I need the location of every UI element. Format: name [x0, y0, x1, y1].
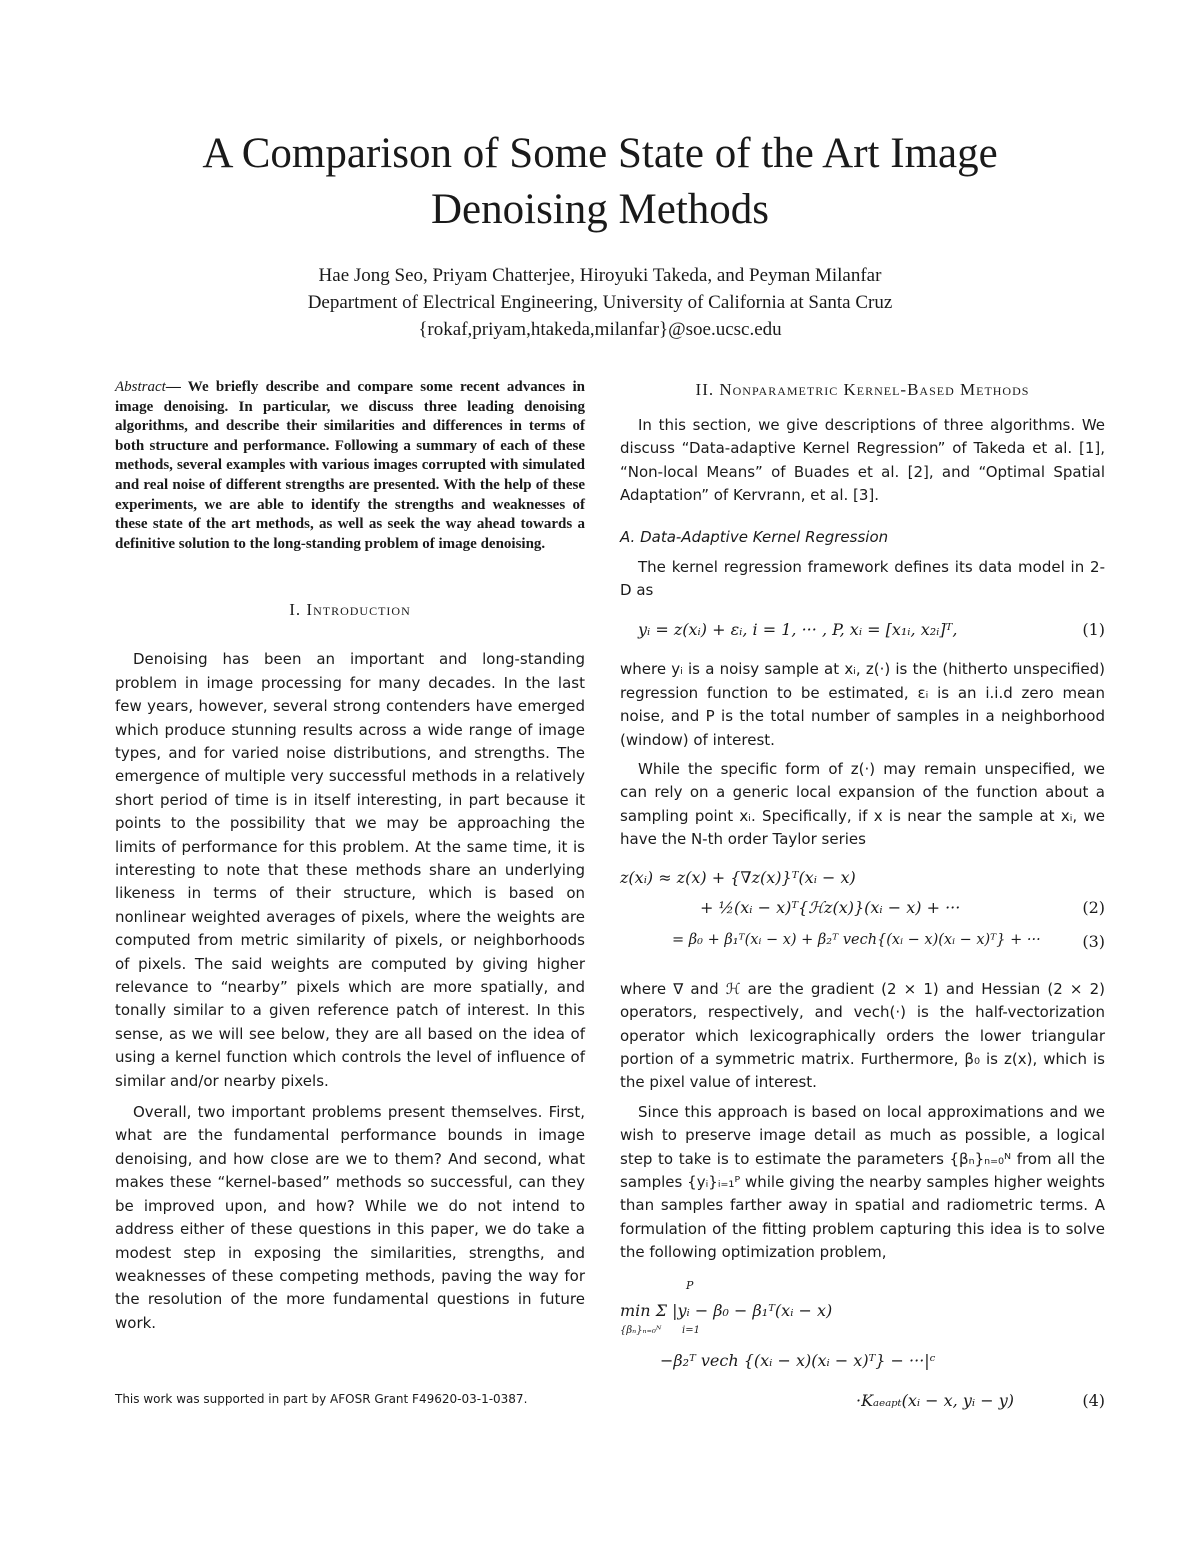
- abstract: [115, 378, 585, 554]
- author-affiliation: Department of Electrical Engineering, University of California at Santa Cruz: [307, 292, 893, 313]
- equation-2-line-1: z(xᵢ) ≈ z(x) + {∇z(x)}ᵀ(xᵢ − x): [620, 867, 856, 887]
- abstract-label: Abstract: [115, 379, 166, 395]
- equation-4-line-2: −β₂ᵀ vech {(xᵢ − x)(xᵢ − x)ᵀ} − ···|ᶜ: [660, 1350, 936, 1370]
- subsection-a-paragraph-2: where yᵢ is a noisy sample at xᵢ, z(·) is the (hitherto unspecified) regression function to be estimated, εᵢ is an i.i.d zero mean noise, and P is the total number of samples in a neighborhood (window) of interest.: [620, 660, 1105, 749]
- subsection-a-paragraph-3: While the specific form of z(·) may remain unspecified, we can rely on a generic local expansion of the function about a sampling point xᵢ. Specifically, if x is near the sample at xᵢ, we have the N-th order Taylor series: [620, 760, 1105, 849]
- equation-4-line-3: ·Kₐₑₐₚₜ(xᵢ − x, yᵢ − y): [856, 1390, 1014, 1410]
- intro-paragraph-1: Denoising has been an important and long-standing problem in image processing for many decades. In the last few years, however, several strong contenders have emerged which produce stunning results across a wide range of image types, and for varied noise distributions, and strengths. The emergence of multiple very successful methods in a relatively short period of time is in itself interesting, in part because it points to the possibility that we may be approaching the limits of performance for this problem. At the same time, it is interesting to note that these methods share an underlying likeness in terms of their structure, which is based on nonlinear weighted averages of pixels, where the weights are computed from metric similarity of pixels, or neighborhoods of pixels. The said weights are computed by giving higher relevance to “nearby” pixels which are more spatially, and tonally similar to a given reference patch of interest. In this sense, as we will see below, they are all based on the idea of using a kernel function which controls the level of influence of similar and/or nearby pixels.: [115, 650, 585, 1090]
- subsection-a-paragraph-5: Since this approach is based on local approximations and we wish to preserve image detail as much as possible, a logical step to take is to estimate the parameters {βₙ}ₙ₌₀ᴺ from all the samples {yᵢ}ᵢ₌₁ᴾ while giving the nearby samples higher weights than samples farther away in spatial and radiometric terms. A formulation of the fitting problem capturing this idea is to solve the following optimization problem,: [620, 1102, 1105, 1262]
- equation-3-number: (3): [1082, 931, 1105, 951]
- equation-1-body: yᵢ = z(xᵢ) + εᵢ, i = 1, ··· , P, xᵢ = [x₁ᵢ, x₂ᵢ]ᵀ,: [638, 620, 958, 640]
- left-column: [115, 378, 585, 1335]
- equation-1-number: (1): [1082, 620, 1105, 640]
- author-names: Hae Jong Seo, Priyam Chatterjee, Hiroyuki Takeda, and Peyman Milanfar: [318, 265, 882, 286]
- section2-heading: II. Nonparametric Kernel-Based Methods: [695, 380, 1030, 399]
- author-email: {rokaf,priyam,htakeda,milanfar}@soe.ucsc.edu: [418, 319, 782, 340]
- equation-4: [620, 1279, 1105, 1429]
- paper-title: [0, 126, 1200, 238]
- intro-heading: I. Introduction: [289, 600, 411, 620]
- equation-3-body: = β₀ + β₁ᵀ(xᵢ − x) + β₂ᵀ vech{(xᵢ − x)(xᵢ − x)ᵀ} + ···: [672, 931, 1041, 948]
- equation-2-line-2: + ½(xᵢ − x)ᵀ{ℋz(x)}(xᵢ − x) + ···: [700, 897, 961, 917]
- title-line-2: Denoising Methods: [430, 186, 770, 233]
- footnote: This work was supported in part by AFOSR Grant F49620-03-1-0387.: [115, 1392, 528, 1406]
- equation-4-sum-lower: i=1: [682, 1324, 700, 1336]
- equation-4-number: (4): [1082, 1390, 1105, 1410]
- equation-4-sum-upper: P: [686, 1278, 694, 1292]
- author-block: [0, 262, 1200, 343]
- equations-2-3: [620, 864, 1105, 960]
- equation-4-line-1: min Σ |yᵢ − β₀ − β₁ᵀ(xᵢ − x): [620, 1300, 833, 1320]
- subsection-a-paragraph-1: The kernel regression framework defines its data model in 2-D as: [620, 557, 1105, 600]
- title-line-1: A Comparison of Some State of the Art Image: [202, 130, 998, 177]
- section2-paragraph-1: In this section, we give descriptions of three algorithms. We discuss “Data-adaptive Kernel Regression” of Takeda et al. [1], “Non-local Means” of Buades et al. [2], and “Optimal Spatial Adaptation” of Kervrann, et al. [3].: [620, 416, 1105, 505]
- abstract-text: We briefly describe and compare some recent advances in image denoising. In particular, we discuss three leading denoising algorithms, and describe their similarities and differences in terms of both structure and performance. Following a summary of each of these methods, several examples with various images corrupted with simulated and real noise of different strengths are presented. With the help of these experiments, we are able to identify the strengths and weaknesses of these state of the art methods, as well as seek the way ahead towards a definitive solution to the long-standing problem of image denoising.: [115, 379, 585, 552]
- subsection-a-paragraph-4: where ∇ and ℋ are the gradient (2 × 1) and Hessian (2 × 2) operators, respectively, and vech(·) is the half-vectorization operator which lexicographically orders the lower triangular portion of a symmetric matrix. Furthermore, β₀ is z(x), which is the pixel value of interest.: [620, 979, 1105, 1092]
- intro-paragraph-2: Overall, two important problems present themselves. First, what are the fundamental performance bounds in image denoising, and how close are we to them? And second, what makes these “kernel-based” methods so successful, can they be improved upon, and how? While we do not intend to address either of these questions in this paper, we do take a modest step in exposing the similarities, strengths, and weaknesses of these competing methods, paving the way for the resolution of the more fundamental questions in future work.: [115, 1103, 585, 1332]
- equation-1: [620, 616, 1105, 646]
- abstract-dash: —: [165, 379, 188, 395]
- equation-2-number: (2): [1082, 897, 1105, 917]
- equation-4-min-subscript: {βₙ}ₙ₌₀ᴺ: [620, 1324, 662, 1336]
- right-column: [620, 378, 1105, 1429]
- subsection-a-heading: A. Data-Adaptive Kernel Regression: [620, 527, 889, 546]
